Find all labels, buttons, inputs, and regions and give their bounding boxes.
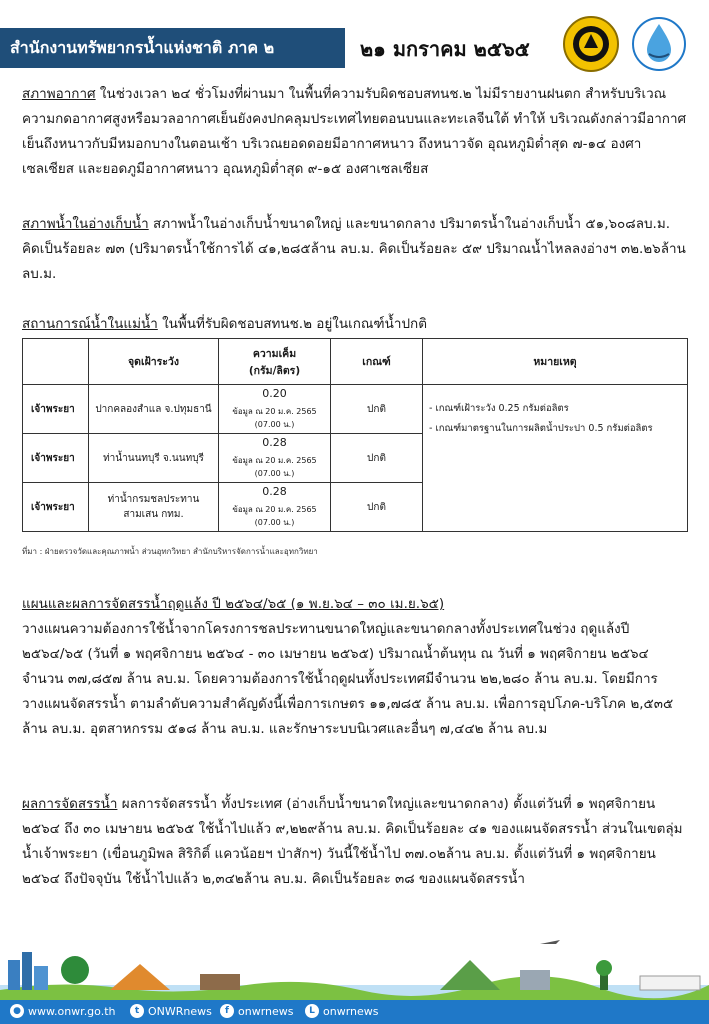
allocation-result-text: ผลการจัดสรรน้ำ ทั้งประเทศ (อ่างเก็บน้ำขนาดใหญ่และขนาดกลาง) ตั้งแต่วันที่ ๑ พฤศจิกายน ๒๕๖๔ ถึง ๓๐ เมษายน ๒๕๖๕ ใช้น้ำไปแล้ว ๙,๒๒๙ล้าน ลบ.ม. คิดเป็นร้อยละ ๔๑ ของแผนจัดสรรน้ำ ส่วนในเขตลุ่มน้ำเจ้าพระยา (เขื่อนภูมิพล สิริกิติ์ แควน้อยฯ ป่าสักฯ) วันนี้ใช้น้ำไป ๓๗.๐๒ล้าน ลบ.ม. ตั้งแต่วันที่ ๑ พฤศจิกายน ๒๕๖๔ ถึงปัจจุบัน ใช้น้ำไปแล้ว ๒,๓๔๒ล้าน ลบ.ม. คิดเป็นร้อยละ ๓๘ ของแผนจัดสรรน้ำ [22, 796, 683, 887]
salinity-value: 0.20 [262, 387, 287, 400]
salinity-note: ข้อมูล ณ 20 ม.ค. 2565 (07.00 น.) [232, 505, 317, 527]
table-source: ที่มา : ฝ่ายตรวจวัดและคุณภาพน้ำ ส่วนอุทกวิทยา สำนักบริหารจัดการน้ำและอุทกวิทยา [22, 547, 318, 556]
allocation-result-section [22, 792, 690, 892]
remark-item: - เกณฑ์มาตรฐานในการผลิตน้ำประปา 0.5 กรัมต่อลิตร [429, 423, 653, 434]
row-location: ท่าน้ำนนทบุรี จ.นนทบุรี [89, 434, 219, 483]
ministry-emblem-icon [562, 14, 620, 74]
table-header-row [23, 339, 688, 385]
website-text: www.onwr.go.th [28, 1005, 116, 1018]
allocation-result-label: ผลการจัดสรรน้ำ [22, 796, 118, 812]
row-salinity [219, 434, 331, 483]
facebook-link[interactable] [220, 1004, 294, 1020]
line-icon: L [305, 1004, 319, 1018]
row-location: ท่าน้ำกรมชลประทานสามเสน กทม. [89, 483, 219, 532]
salinity-value: 0.28 [262, 485, 287, 498]
weather-section [22, 82, 690, 182]
row-river: เจ้าพระยา [23, 434, 89, 483]
row-river: เจ้าพระยา [23, 483, 89, 532]
col-remarks: หมายเหตุ [423, 339, 688, 385]
reservoir-text: สภาพน้ำในอ่างเก็บน้ำขนาดใหญ่ และขนาดกลาง ปริมาตรน้ำในอ่างเก็บน้ำ ๕๑,๖๐๘ลบ.ม. คิดเป็นร้อยละ ๗๓ (ปริมาตรน้ำใช้การได้ ๔๑,๒๘๕ล้าน ลบ.ม. คิดเป็นร้อยละ ๕๙ ปริมาณน้ำไหลลงอ่างฯ ๓๒.๒๖ล้าน ลบ.ม. [22, 216, 686, 282]
onwr-logo-icon [630, 14, 688, 74]
salinity-value: 0.28 [262, 436, 287, 449]
facebook-text: onwrnews [238, 1005, 294, 1018]
col-river [23, 339, 89, 385]
river-section [22, 312, 690, 337]
row-criteria: ปกติ [331, 385, 423, 434]
twitter-link[interactable] [130, 1004, 212, 1020]
dry-season-plan-section [22, 592, 690, 742]
line-text: onwrnews [323, 1005, 379, 1018]
report-date: ๒๑ มกราคม ๒๕๖๕ [360, 37, 530, 61]
row-salinity [219, 483, 331, 532]
salinity-note: ข้อมูล ณ 20 ม.ค. 2565 (07.00 น.) [232, 407, 317, 429]
weather-text: ในช่วงเวลา ๒๔ ชั่วโมงที่ผ่านมา ในพื้นที่ความรับผิดชอบสทนช.๒ ไม่มีรายงานฝนตก สำหรับบริเวณความกดอากาศสูงหรือมวลอากาศเย็นยังคงปกคลุมประเทศไทยตอนบนและทะเลจีนใต้ ทำให้ บริเวณดังกล่าวมีอากาศเย็นถึงหนาวกับมีหมอกบางในตอนเช้า บริเวณยอดดอยมีอากาศหนาว ถึงหนาวจัด อุณหภูมิต่ำสุด ๗-๑๔ องศาเซลเซียส และยอดภูมีอากาศหนาว อุณหภูมิต่ำสุด ๙-๑๕ องศาเซลเซียส [22, 86, 687, 177]
office-title: สำนักงานทรัพยากรน้ำแห่งชาติ ภาค ๒ [0, 28, 345, 68]
row-criteria: ปกติ [331, 434, 423, 483]
weather-label: สภาพอากาศ [22, 86, 96, 102]
facebook-icon: f [220, 1004, 234, 1018]
col-salinity: ความเค็ม (กรัม/ลิตร) [219, 339, 331, 385]
reservoir-label: สภาพน้ำในอ่างเก็บน้ำ [22, 216, 149, 232]
salinity-note: ข้อมูล ณ 20 ม.ค. 2565 (07.00 น.) [232, 456, 317, 478]
twitter-text: ONWRnews [148, 1005, 212, 1018]
row-river: เจ้าพระยา [23, 385, 89, 434]
page-header [0, 0, 709, 84]
dry-season-plan-text: วางแผนความต้องการใช้น้ำจากโครงการชลประทานขนาดใหญ่และขนาดกลางทั้งประเทศในช่วง ฤดูแล้งปี ๒๕๖๔/๖๕ (วันที่ ๑ พฤศจิกายน ๒๕๖๔ - ๓๐ เมษายน ๒๕๖๕) ปริมาณน้ำต้นทุน ณ วันที่ ๑ พฤศจิกายน ๒๕๖๔ จำนวน ๓๗,๘๕๗ ล้าน ลบ.ม. โดยความต้องการใช้น้ำฤดูฝนทั้งประเทศมีจำนวน ๒๒,๒๘๐ ล้าน ลบ.ม. โดยมีการวางแผนจัดสรรน้ำ ตามลำดับความสำคัญดังนี้เพื่อการเกษตร ๑๑,๗๘๕ ล้าน ลบ.ม. เพื่อการอุปโภค-บริโภค ๒,๕๓๕ ล้าน ลบ.ม. อุตสาหกรรม ๕๑๘ ล้าน ลบ.ม. และรักษาระบบนิเวศและอื่นๆ ๗,๔๔๒ ล้าน ลบ.ม [22, 621, 674, 737]
row-location: ปากคลองสำแล จ.ปทุมธานี [89, 385, 219, 434]
dry-season-plan-label: แผนและผลการจัดสรรน้ำฤดูแล้ง ปี ๒๕๖๔/๖๕ (๑ พ.ย.๖๔ – ๓๐ เม.ย.๖๕) [22, 596, 445, 612]
river-label: สถานการณ์น้ำในแม่น้ำ [22, 316, 158, 332]
col-criteria: เกณฑ์ [331, 339, 423, 385]
line-link[interactable] [305, 1004, 379, 1020]
row-criteria: ปกติ [331, 483, 423, 532]
website-link[interactable] [10, 1004, 115, 1020]
landscape-illustration-icon [0, 930, 709, 1010]
remarks-cell [423, 385, 688, 532]
river-text: ในพื้นที่รับผิดชอบสทนช.๒ อยู่ในเกณฑ์น้ำปกติ [157, 316, 427, 332]
page-footer [0, 930, 709, 1024]
row-salinity [219, 385, 331, 434]
col-location: จุดเฝ้าระวัง [89, 339, 219, 385]
table-row [23, 385, 688, 434]
globe-icon: ● [10, 1004, 24, 1018]
salinity-table [22, 338, 688, 540]
remark-item: - เกณฑ์เฝ้าระวัง 0.25 กรัมต่อลิตร [429, 403, 569, 414]
reservoir-section [22, 212, 690, 287]
twitter-icon: t [130, 1004, 144, 1018]
